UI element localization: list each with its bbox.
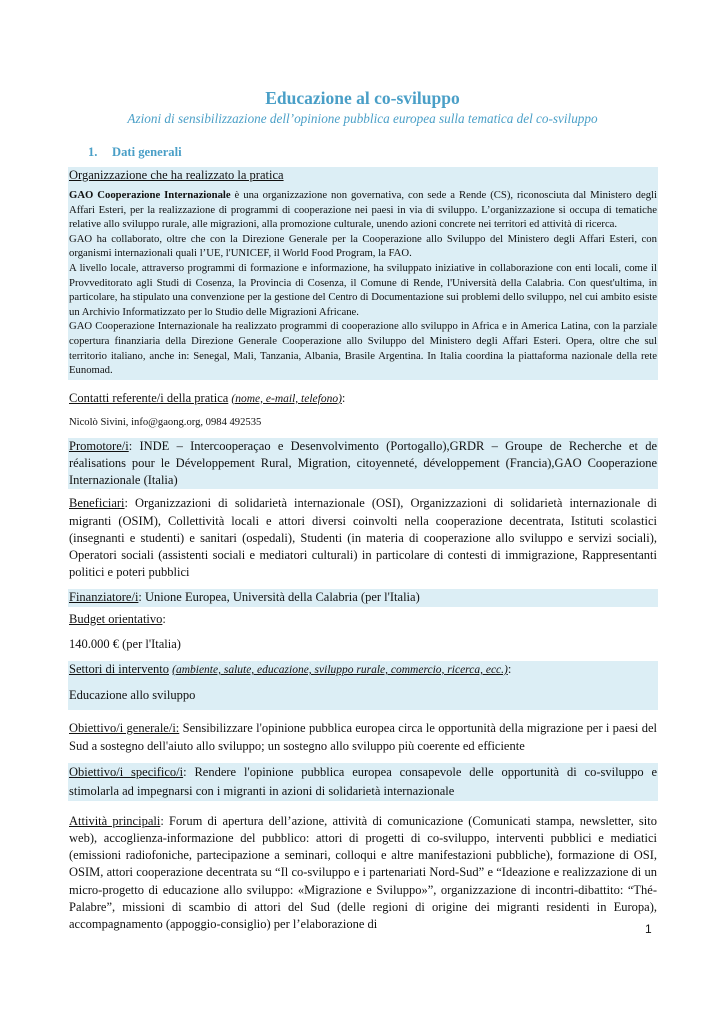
general-objective-label: Obiettivo/i generale/i: [69,721,180,736]
contacts-label: Contatti referente/i della pratica [69,390,229,405]
org-section [68,167,658,380]
general-objective-section [68,720,658,754]
org-label-row [68,167,658,184]
sectors-note: (ambiente, salute, educazione, sviluppo rurale, commercio, ricerca, ecc.) [172,663,508,676]
org-name: GAO Cooperazione Internazionale [69,189,231,201]
general-objective-text: Sensibilizzare l'opinione pubblica europea circa le opportunità della migrazione per i paesi del Sud a sostegno dell'aiuto allo sviluppo; un sostegno allo sviluppo più coerente ed efficiente [69,721,657,753]
org-paragraph-2: GAO ha collaborato, oltre che con la Direzione Generale per la Cooperazione allo Sviluppo del Ministero degli Affari Esteri, con organismi internazionali quali l’UE, l'UNICEF, il World Food Program, la FAO. [69,232,657,260]
activities-section [68,813,658,933]
org-paragraph-3: A livello locale, attraverso programmi di formazione e informazione, ha sviluppato iniziative in collaborazione con enti locali, come il Provveditorato agli Studi di Cosenza, la Provincia di Cosenza, il Comune di Rende, l'Università della Calabria. Con quest'ultima, in particolare, ha stipulato una convenzione per la gestione del Centro di Documentazione sui problemi dello sviluppo, nel cui ambito esiste un Archivio Informatizzato per lo Studio delle Migrazioni Africane. [69,261,657,318]
beneficiaries-section [68,495,658,581]
section-heading-text: Dati generali [112,145,182,159]
sectors-label: Settori di intervento [69,661,169,676]
org-description [68,184,658,380]
org-paragraph-4: GAO Cooperazione Internazionale ha realizzato programmi di cooperazione allo sviluppo in Africa e in America Latina, con la parziale copertura finanziaria della Direzione Generale Cooperazione allo Sviluppo del Ministero degli Affari Esteri. Opera, oltre che sul territorio italiano, anche in: Senegal, Mali, Tanzania, Albania, Brasile Argentina. In Italia coordina la piattaforma nazionale della rete Eunomad. [69,320,657,377]
org-paragraph-1: GAO Cooperazione Internazionale è una organizzazione non governativa, con sede a Rende (CS), riconosciuta dal Ministero degli Affari Esteri, per la realizzazione di programmi di cooperazione nei paesi in via di sviluppo. L’organizzazione si occupa di tematiche relative allo sviluppo rurale, alle migrazioni, alla promozione culturale, unendo azioni concrete nei territori ed attività di ricerca. [69,189,657,231]
beneficiaries-text: : Organizzazioni di solidarietà internazionale (OSI), Organizzazioni di solidarietà internazionale di migranti (OSIM), Collettività locali e attori diversi coinvolti nella cooperazione decentrata, Istituti scolastici (insegnanti e studenti) e sanitari (ospedali), Studenti (in materia di cooperazione allo sviluppo e servizi sociali), Operatori sociali (assistenti sociali e mediatori culturali) in particolare di contesti di immigrazione, Rappresentanti politici e poteri pubblici [69,496,657,580]
document-subtitle: Azioni di sensibilizzazione dell’opinione pubblica europea sulla tematica del co-sviluppo [127,111,598,126]
specific-objective-text: : Rendere l'opinione pubblica europea consapevole delle opportunità di co-sviluppo e stimolarla ad impegnarsi con i migranti in azioni di solidarietà internazionale [69,764,657,798]
specific-objective-label: Obiettivo/i specifico/i [69,764,184,779]
promoters-text: : INDE – Intercooperaçao e Desenvolvimento (Portogallo),GRDR – Groupe de Recherche et de réalisations pour le Développement Rural, Migration, citoyenneté, développement (Francia),GAO Cooperazione Internazionale (Italia) [69,438,657,488]
sectors-section [68,661,658,710]
org-label: Organizzazione che ha realizzato la pratica [69,168,284,182]
budget-label: Budget orientativo [69,611,163,626]
sectors-label-row: Settori di intervento (ambiente, salute, educazione, sviluppo rurale, commercio, ricerca, ecc.): [69,661,512,676]
activities-label: Attività principali [69,813,161,828]
funders-label: Finanziatore/i [69,590,139,605]
promoters-label: Promotore/i [69,438,129,453]
section-number: 1. [88,145,98,159]
contacts-note: (nome, e-mail, telefono) [231,392,342,405]
budget-value: 140.000 € (per l'Italia) [69,636,181,651]
activities-text: : Forum di apertura dell’azione, attività di comunicazione (Comunicati stampa, newsletter, sito web), accoglienza-informazione del pubblico: attori di progetti di co-sviluppo, interventi pubblici e mediatici (emissioni radiofoniche, partecipazione a seminari, colloqui e altre manifestazioni pubbliche), formazione di OSI, OSIM, attori cooperazione decentrata su “Il co-sviluppo e i partenariati Nord-Sud” e “Ideazione e realizzazione di un micro-progetto di educazione allo sviluppo: «Migrazione e Sviluppo»”, organizzazione di incontri-dibattito: “Thé-Palabre”, missioni di scambio di attori del Sud (delle regioni di origine dei migranti residenti in Europa), accompagnamento (appoggio-consiglio) per l’elaborazione di [69,813,657,931]
contacts-label-row: Contatti referente/i della pratica (nome, e-mail, telefono): [69,390,346,405]
budget-label-row: Budget orientativo: [69,611,166,626]
section-heading [88,145,182,160]
promoters-section [68,438,658,490]
contacts-value: Nicolò Sivini, info@gaong.org, 0984 492535 [69,416,262,428]
specific-objective-section [68,763,658,801]
beneficiaries-label: Beneficiari [69,496,125,511]
sectors-value: Educazione allo sviluppo [69,688,196,703]
document-body [68,167,658,933]
funders-text: : Unione Europea, Università della Calabria (per l'Italia) [138,590,420,605]
funders-section [68,589,658,606]
document-title: Educazione al co-sviluppo [265,88,460,108]
page-number: 1 [645,922,652,936]
